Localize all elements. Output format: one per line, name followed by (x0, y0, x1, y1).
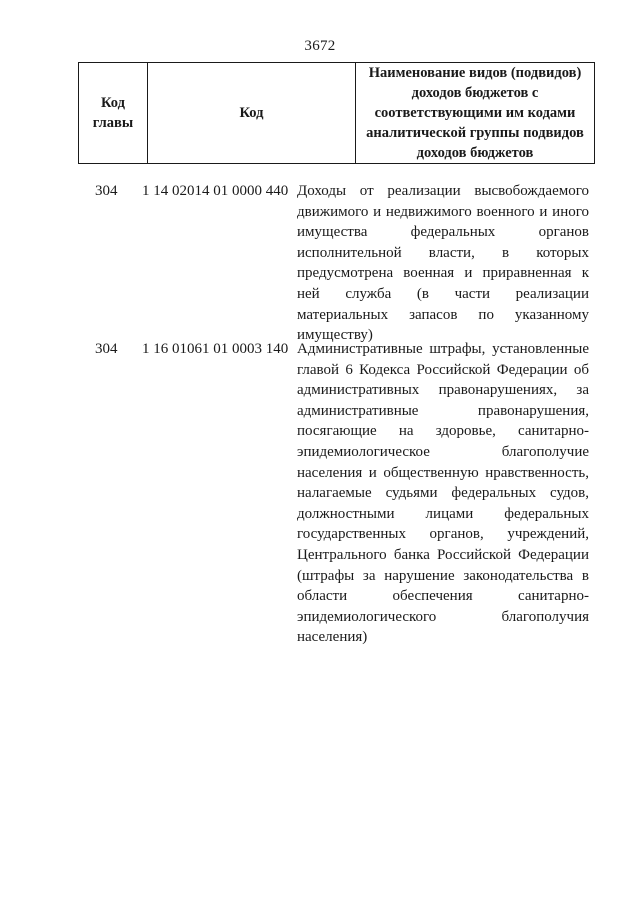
row-budget-code: 1 16 01061 01 0003 140 (142, 341, 289, 357)
table-header-row (79, 63, 595, 164)
header-name: Наименование видов (подвидов) доходов бюджетов с соответствующими им кодами аналитической группы подвидов доходов бюджетов (356, 63, 595, 164)
row-budget-code: 1 14 02014 01 0000 440 (142, 183, 289, 199)
row-chapter-code: 304 (95, 183, 118, 199)
row-chapter-code: 304 (95, 341, 118, 357)
table-header (78, 62, 595, 164)
header-chapter-code: Код главы (79, 63, 148, 164)
row-income-name: Доходы от реализации высвобождаемого движимого и недвижимого военного и иного имущества федеральных органов исполнительной власти, в которых предусмотрена военная и приравненная к ней служба (в части реализации материальных запасов по указанному имуществу) (297, 183, 589, 344)
header-code: Код (148, 63, 356, 164)
row-income-name: Административные штрафы, установленные главой 6 Кодекса Российской Федерации об административных правонарушениях, за административные правонарушения, посягающие на здоровье, санитарно-эпидемиологическое благополучие населения и общественную нравственность, налагаемые судьями федеральных судов, должностными лицами федеральных государственных органов, учреждений, Центрального банка Российской Федерации (штрафы за нарушение законодательства в области обеспечения санитарно-эпидемиологического благополучия населения) (297, 341, 589, 646)
page-number: 3672 (304, 38, 336, 54)
